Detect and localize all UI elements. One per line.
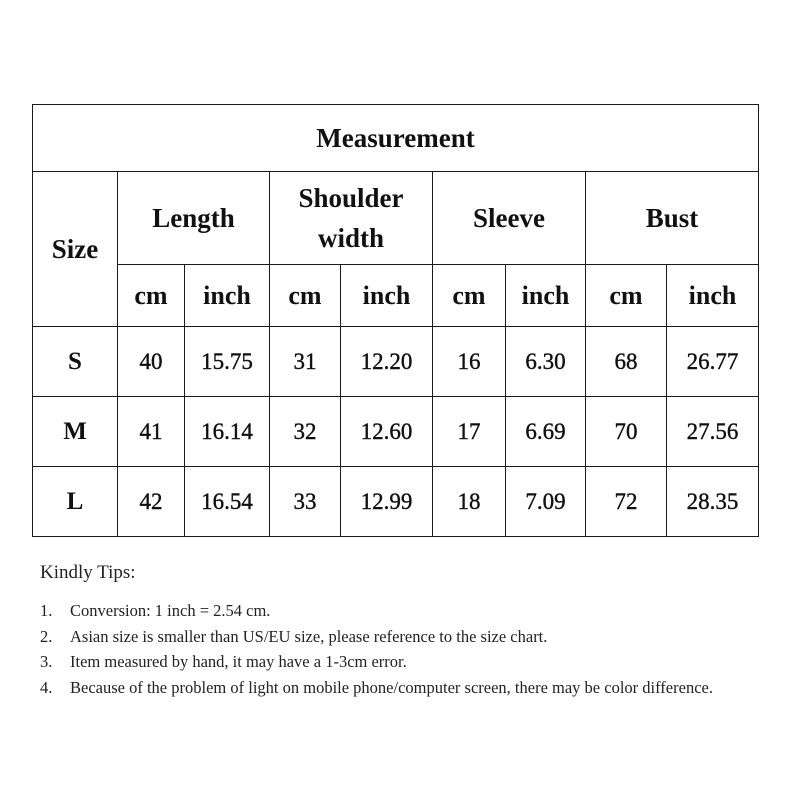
table-row bbox=[33, 467, 759, 537]
table-cell: 31 bbox=[270, 327, 341, 397]
table-cell: 32 bbox=[270, 397, 341, 467]
unit-cm-header: cm bbox=[270, 265, 341, 327]
table-cell: 26.77 bbox=[667, 327, 759, 397]
unit-cm-header: cm bbox=[586, 265, 667, 327]
size-label: M bbox=[33, 397, 118, 467]
table-cell: 16 bbox=[433, 327, 506, 397]
table-cell: 16.14 bbox=[185, 397, 270, 467]
table-cell: 6.30 bbox=[506, 327, 586, 397]
size-label: L bbox=[33, 467, 118, 537]
table-cell: 12.60 bbox=[341, 397, 433, 467]
table-cell: 40 bbox=[118, 327, 185, 397]
unit-inch-header: inch bbox=[506, 265, 586, 327]
unit-cm-header: cm bbox=[433, 265, 506, 327]
unit-inch-header: inch bbox=[341, 265, 433, 327]
tip-text: Asian size is smaller than US/EU size, please reference to the size chart. bbox=[70, 626, 548, 646]
table-cell: 41 bbox=[118, 397, 185, 467]
table-cell: 18 bbox=[433, 467, 506, 537]
table-cell: 33 bbox=[270, 467, 341, 537]
size-label: S bbox=[33, 327, 118, 397]
tip-item bbox=[40, 675, 760, 701]
tip-item bbox=[40, 624, 760, 650]
length-header: Length bbox=[118, 172, 270, 265]
table-cell: 68 bbox=[586, 327, 667, 397]
table-cell: 15.75 bbox=[185, 327, 270, 397]
size-chart-table bbox=[32, 104, 759, 537]
tip-number: 1. bbox=[40, 601, 53, 620]
table-cell: 70 bbox=[586, 397, 667, 467]
tip-item bbox=[40, 649, 760, 675]
table-cell: 12.99 bbox=[341, 467, 433, 537]
tip-text: Because of the problem of light on mobile phone/computer screen, there may be color difference. bbox=[70, 677, 713, 697]
table-cell: 28.35 bbox=[667, 467, 759, 537]
sleeve-header: Sleeve bbox=[433, 172, 586, 265]
table-row bbox=[33, 397, 759, 467]
table-cell: 72 bbox=[586, 467, 667, 537]
table-cell: 16.54 bbox=[185, 467, 270, 537]
shoulder-width-header: Shoulder width bbox=[270, 172, 433, 265]
size-column-header: Size bbox=[33, 172, 118, 327]
table-cell: 6.69 bbox=[506, 397, 586, 467]
title-row bbox=[33, 105, 759, 172]
table-cell: 17 bbox=[433, 397, 506, 467]
tip-number: 4. bbox=[40, 677, 53, 697]
tip-text: Conversion: 1 inch = 2.54 cm. bbox=[70, 601, 271, 620]
bust-header: Bust bbox=[586, 172, 759, 265]
tips-title: Kindly Tips: bbox=[40, 562, 136, 583]
tips-list bbox=[40, 598, 760, 700]
unit-header-row bbox=[33, 265, 759, 327]
table-cell: 12.20 bbox=[341, 327, 433, 397]
group-header-row bbox=[33, 172, 759, 265]
unit-cm-header: cm bbox=[118, 265, 185, 327]
table-cell: 7.09 bbox=[506, 467, 586, 537]
table-cell: 27.56 bbox=[667, 397, 759, 467]
tip-item bbox=[40, 598, 760, 624]
unit-inch-header: inch bbox=[667, 265, 759, 327]
tip-text: Item measured by hand, it may have a 1-3cm error. bbox=[70, 652, 407, 671]
tip-number: 2. bbox=[40, 626, 53, 646]
kindly-tips bbox=[40, 562, 760, 700]
table-row bbox=[33, 327, 759, 397]
unit-inch-header: inch bbox=[185, 265, 270, 327]
table-cell: 42 bbox=[118, 467, 185, 537]
table-title: Measurement bbox=[33, 105, 759, 172]
tip-number: 3. bbox=[40, 652, 53, 671]
